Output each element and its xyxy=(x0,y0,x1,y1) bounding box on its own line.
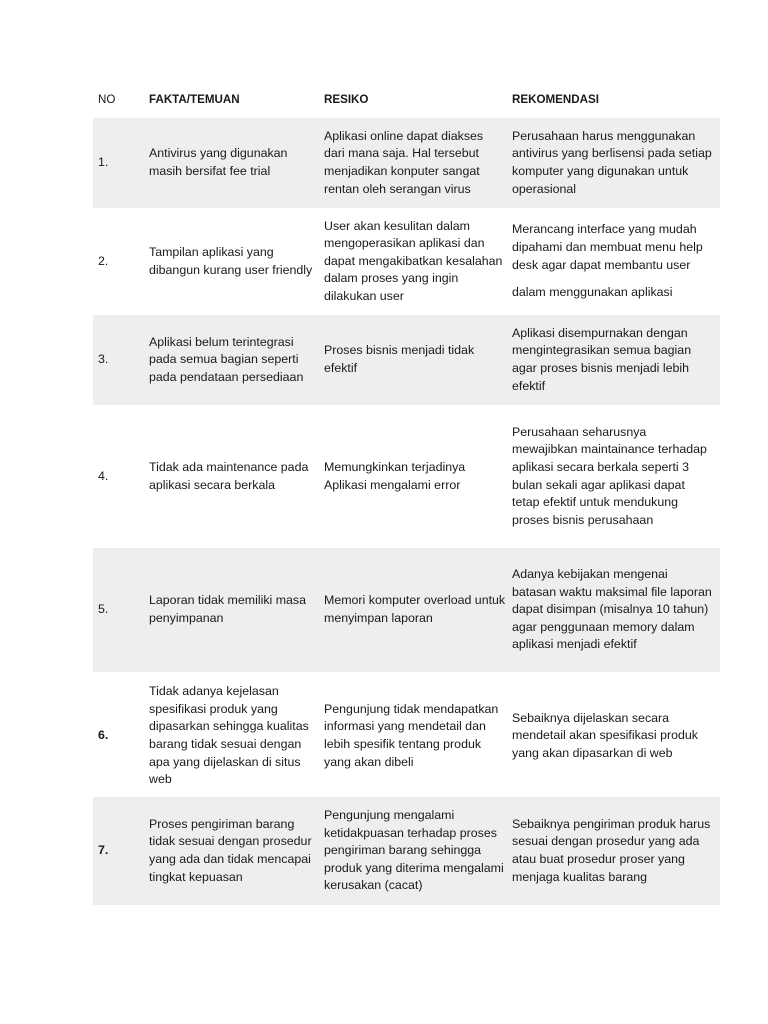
row-number: 1. xyxy=(93,118,149,208)
fakta-cell: Tidak ada maintenance pada aplikasi secara berkala xyxy=(149,405,324,548)
resiko-cell: Aplikasi online dapat diakses dari mana saja. Hal tersebut menjadikan konputer sangat rentan oleh serangan virus xyxy=(324,118,512,208)
table-row xyxy=(93,675,720,797)
rekomendasi-text-continued: dalam menggunakan aplikasi xyxy=(512,285,673,300)
row-number: 7. xyxy=(93,797,149,905)
resiko-cell: Pengunjung mengalami ketidakpuasan terhadap proses pengiriman barang sehingga produk yang diterima mengalami kerusakan (cacat) xyxy=(324,797,512,905)
table-row xyxy=(93,118,720,208)
rekomendasi-text: Merancang interface yang mudah dipahami dan membuat menu help desk agar dapat membantu user xyxy=(512,222,703,272)
resiko-cell: Memori komputer overload untuk menyimpan laporan xyxy=(324,548,512,672)
rekomendasi-cell: Perusahaan seharusnya mewajibkan maintainance terhadap aplikasi secara berkala seperti 3 bulan sekali agar aplikasi dapat tetap efektif untuk mendukung proses bisnis perusahaan xyxy=(512,405,720,548)
header-no: NO xyxy=(98,93,116,107)
rekomendasi-cell: Perusahaan harus menggunakan antivirus yang berlisensi pada setiap komputer yang digunakan untuk operasional xyxy=(512,118,720,208)
header-fakta: FAKTA/TEMUAN xyxy=(149,93,240,107)
resiko-cell: Pengunjung tidak mendapatkan informasi yang mendetail dan lebih spesifik tentang produk yang akan dibeli xyxy=(324,675,512,797)
resiko-cell: Proses bisnis menjadi tidak efektif xyxy=(324,315,512,405)
rekomendasi-cell: Aplikasi disempurnakan dengan mengintegrasikan semua bagian agar proses bisnis menjadi lebih efektif xyxy=(512,315,720,405)
fakta-cell: Proses pengiriman barang tidak sesuai dengan prosedur yang ada dan tidak mencapai tingkat kepuasan xyxy=(149,797,324,905)
findings-table xyxy=(93,82,720,905)
rekomendasi-cell: Sebaiknya dijelaskan secara mendetail akan spesifikasi produk yang akan dipasarkan di web xyxy=(512,675,720,797)
table-row xyxy=(93,315,720,405)
rekomendasi-cell: Adanya kebijakan mengenai batasan waktu maksimal file laporan dapat disimpan (misalnya 10 tahun) agar penggunaan memory dalam aplikasi menjadi efektif xyxy=(512,548,720,672)
fakta-cell: Antivirus yang digunakan masih bersifat fee trial xyxy=(149,118,324,208)
table-header-row xyxy=(93,82,720,118)
table-row xyxy=(93,797,720,905)
table-row xyxy=(93,405,720,548)
fakta-cell: Tampilan aplikasi yang dibangun kurang user friendly xyxy=(149,208,324,315)
row-number: 2. xyxy=(93,208,149,315)
row-number: 3. xyxy=(93,315,149,405)
rekomendasi-cell xyxy=(512,208,720,315)
row-number: 5. xyxy=(93,548,149,672)
rekomendasi-cell: Sebaiknya pengiriman produk harus sesuai dengan prosedur yang ada atau buat prosedur proser yang menjaga kualitas barang xyxy=(512,797,720,905)
row-number: 4. xyxy=(93,405,149,548)
resiko-cell: User akan kesulitan dalam mengoperasikan aplikasi dan dapat mengakibatkan kesalahan dalam proses yang ingin dilakukan user xyxy=(324,208,512,315)
header-rekomendasi: REKOMENDASI xyxy=(512,93,599,107)
table-row xyxy=(93,208,720,315)
resiko-cell: Memungkinkan terjadinya Aplikasi mengalami error xyxy=(324,405,512,548)
header-resiko: RESIKO xyxy=(324,93,369,107)
fakta-cell: Laporan tidak memiliki masa penyimpanan xyxy=(149,548,324,672)
table-row xyxy=(93,548,720,672)
fakta-cell: Tidak adanya kejelasan spesifikasi produk yang dipasarkan sehingga kualitas barang tidak sesuai dengan apa yang dijelaskan di situs web xyxy=(149,675,324,797)
row-number: 6. xyxy=(93,675,149,797)
fakta-cell: Aplikasi belum terintegrasi pada semua bagian seperti pada pendataan persediaan xyxy=(149,315,324,405)
